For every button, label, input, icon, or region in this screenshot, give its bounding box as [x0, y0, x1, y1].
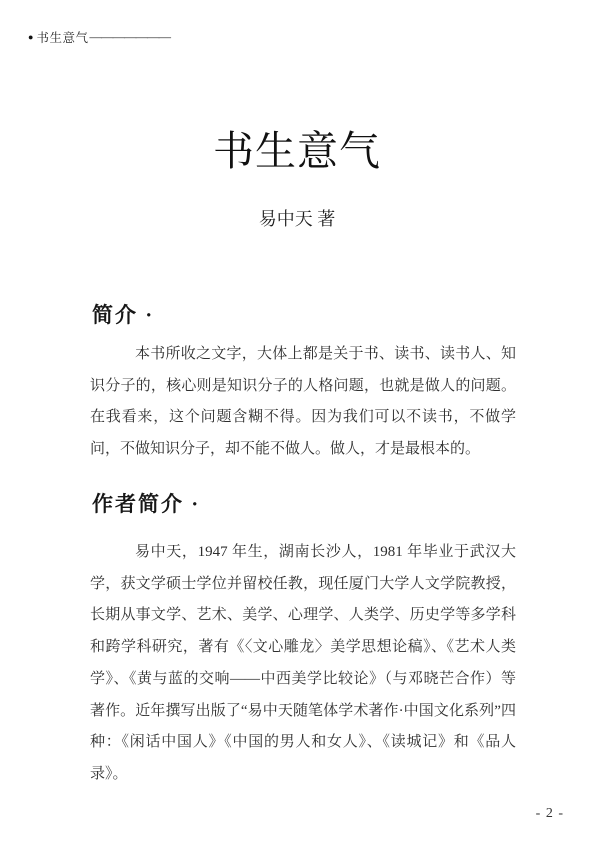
book-author: 易中天 著: [258, 209, 336, 229]
section-heading-author-bio: 作者简介 ·: [92, 492, 201, 516]
running-header-title: 书生意气: [36, 31, 89, 45]
page-footer: [536, 806, 564, 822]
author-bio-paragraph: 易中天，1947 年生，湖南长沙人，1981 年毕业于武汉大学，获文学硕士学位并留校任教，现任厦门大学人文学院教授，长期从事文学、艺术、美学、心理学、人类学、历史学等多学科和跨学科研究，著有《〈文心雕龙〉美学思想论稿》、《艺术人类学》、《黄与蓝的交响——中西美学比较论》（与邓晓芒合作）等著作。近年撰写出版了“易中天随笔体学术著作·中国文化系列”四种：《闲话中国人》《中国的男人和女人》、《读城记》和《品人录》。: [90, 544, 516, 782]
running-header: [28, 28, 170, 46]
bullet-icon: ●: [28, 31, 34, 42]
page-number: - 2 -: [535, 806, 564, 821]
section-heading-intro: 简介 ·: [92, 303, 155, 327]
book-title: 书生意气: [213, 128, 381, 174]
intro-paragraph: 本书所收之文字，大体上都是关于书、读书、读书人、知识分子的，核心则是知识分子的人格问题，也就是做人的问题。在我看来，这个问题含糊不得。因为我们可以不读书，不做学问，不做知识分子，却不能不做人。做人，才是最根本的。: [90, 346, 516, 458]
running-header-rule: ———————: [89, 29, 170, 44]
